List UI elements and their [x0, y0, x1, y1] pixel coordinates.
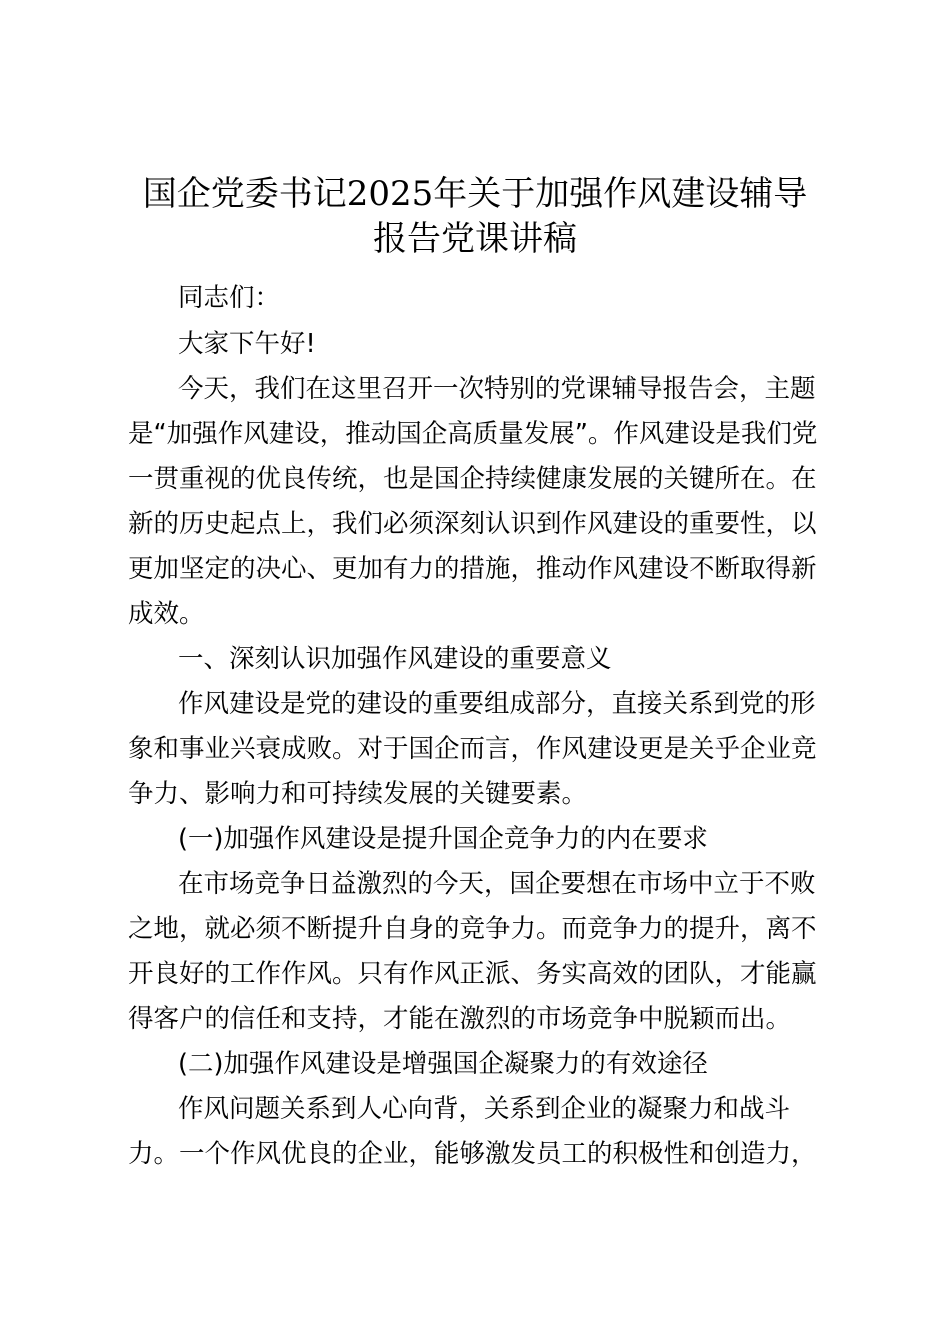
paragraph-line: 在市场竞争日益激烈的今天，国企要想在市场中立于不败: [178, 869, 816, 899]
paragraph-line: 之地，就必须不断提升自身的竞争力。而竞争力的提升，离不: [128, 914, 817, 944]
paragraph-line: 今天，我们在这里召开一次特别的党课辅导报告会，主题: [178, 374, 816, 404]
paragraph-line: 力。一个作风优良的企业，能够激发员工的积极性和创造力，: [128, 1139, 817, 1169]
salutation: 同志们：: [178, 283, 281, 313]
paragraph-line: 更加坚定的决心、更加有力的措施，推动作风建设不断取得新: [128, 554, 817, 584]
document-title: [100, 172, 850, 262]
section-heading: 一、深刻认识加强作风建设的重要意义: [178, 644, 612, 674]
paragraph-line: 象和事业兴衰成败。对于国企而言，作风建设更是关乎企业竞: [128, 734, 817, 764]
paragraph-line: 争力、影响力和可持续发展的关键要素。: [128, 779, 588, 809]
paragraph-line: 是“加强作风建设，推动国企高质量发展”。作风建设是我们党: [128, 419, 818, 449]
subsection-heading: (二)加强作风建设是增强国企凝聚力的有效途径: [178, 1049, 708, 1079]
paragraph-line: 一贯重视的优良传统，也是国企持续健康发展的关键所在。在: [128, 464, 817, 494]
paragraph-line: 开良好的工作作风。只有作风正派、务实高效的团队，才能赢: [128, 959, 817, 989]
paragraph-line: 新的历史起点上，我们必须深刻认识到作风建设的重要性，以: [128, 509, 817, 539]
paragraph-line: 得客户的信任和支持，才能在激烈的市场竞争中脱颖而出。: [128, 1004, 792, 1034]
paragraph-line: 作风问题关系到人心向背，关系到企业的凝聚力和战斗: [178, 1094, 791, 1124]
paragraph-line: 成效。: [128, 599, 205, 629]
title-line: 报告党课讲稿: [373, 219, 577, 259]
subsection-heading: (一)加强作风建设是提升国企竞争力的内在要求: [178, 824, 708, 854]
greeting: 大家下午好!: [178, 329, 316, 359]
title-line: 国企党委书记2025年关于加强作风建设辅导: [142, 174, 808, 214]
paragraph-line: 作风建设是党的建设的重要组成部分，直接关系到党的形: [178, 689, 816, 719]
